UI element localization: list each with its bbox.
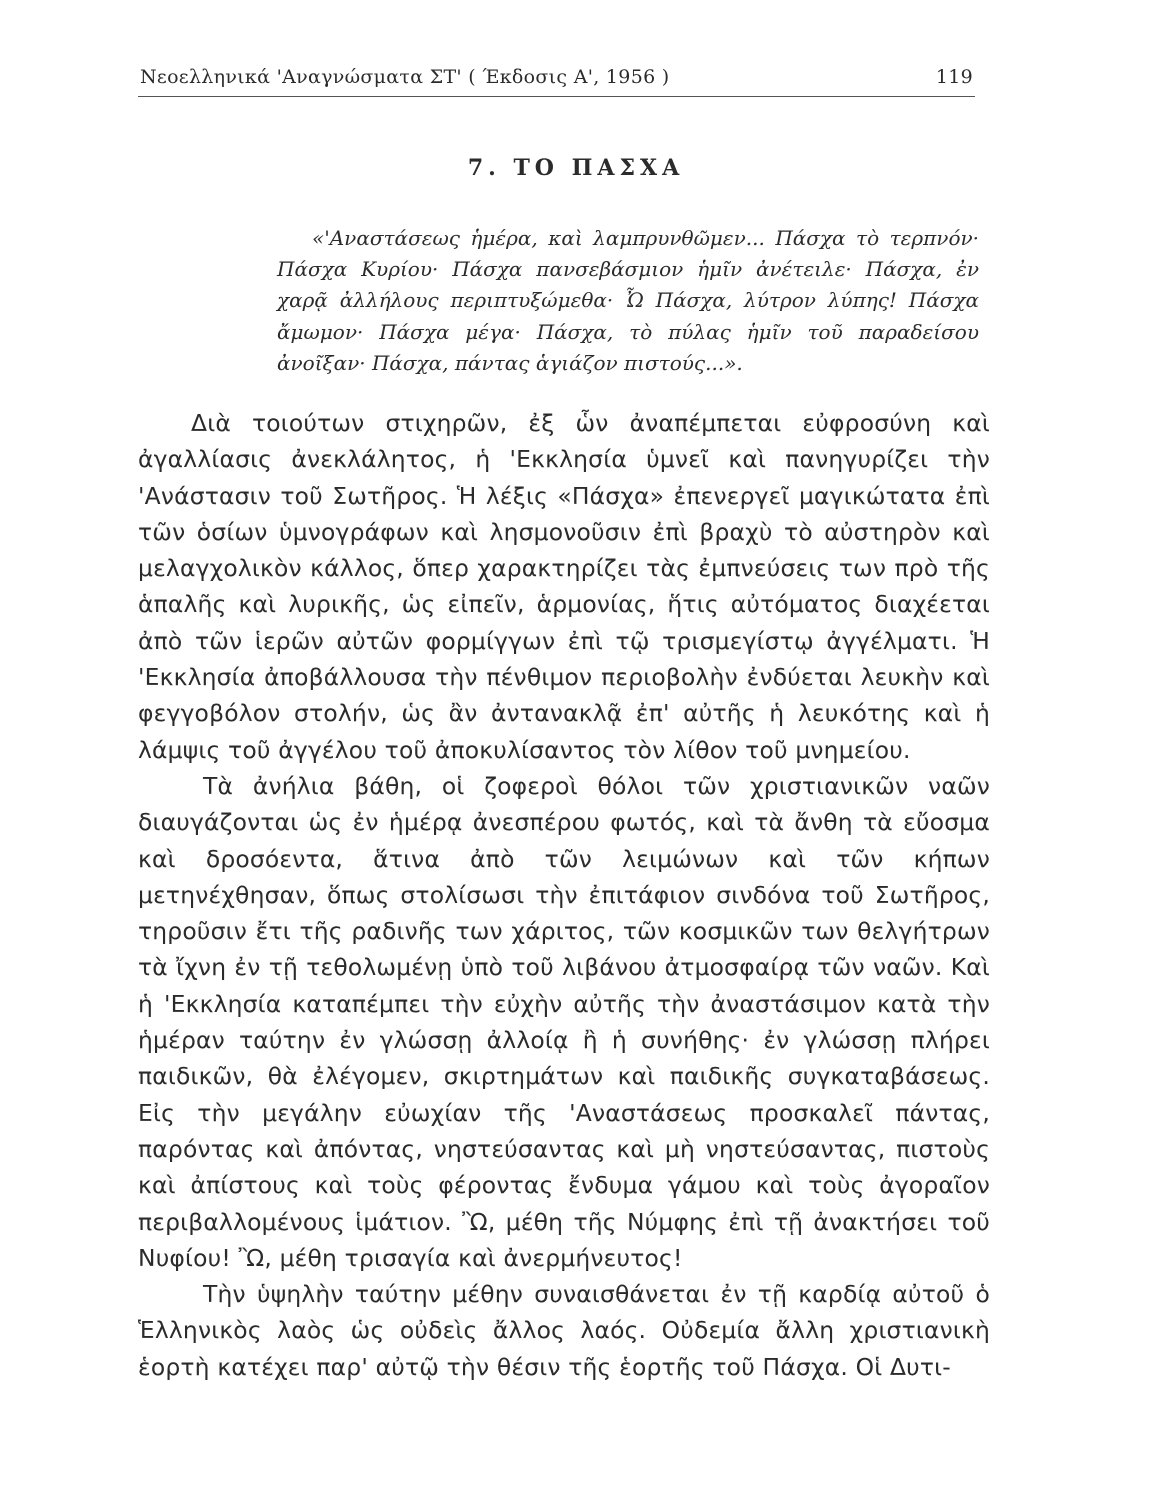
page-number: 119 bbox=[935, 66, 973, 88]
header-title: Νεοελληνικά 'Αναγνώσματα ΣΤ' ( Έκδοσις Α', 1956 ) bbox=[140, 66, 670, 88]
body-text bbox=[138, 405, 990, 1385]
paragraph-1: Διὰ τοιούτων στιχηρῶν, ἐξ ὧν ἀναπέμπεται εὐφροσύνη καὶ ἀγαλλίασις ἀνεκλάλητος, ἡ 'Εκκλησία ὑμνεῖ καὶ πανηγυρίζει τὴν 'Ανάστασιν τοῦ Σωτῆρος. Ἡ λέξις «Πάσχα» ἐπενεργεῖ μαγικώτατα ἐπὶ τῶν ὁσίων ὑμνογράφων καὶ λησμονοῦσιν ἐπὶ βραχὺ τὸ αὐστηρὸν καὶ μελαγχολικὸν κάλλος, ὅπερ χαρακτηρίζει τὰς ἐμπνεύσεις των πρὸ τῆς ἁπαλῆς καὶ λυρικῆς, ὡς εἰπεῖν, ἁρμονίας, ἥτις αὐτόματος διαχέεται ἀπὸ τῶν ἱερῶν αὐτῶν φορμίγγων ἐπὶ τῷ τρισμεγίστῳ ἀγγέλματι. Ἡ 'Εκκλησία ἀποβάλλουσα τὴν πένθιμον περιοβολὴν ἐνδύεται λευκὴν καὶ φεγγοβόλον στολήν, ὡς ἂν ἀντανακλᾷ ἐπ' αὐτῆς ἡ λευκότης καὶ ἡ λάμψις τοῦ ἀγγέλου τοῦ ἀποκυλίσαντος τὸν λίθον τοῦ μνημείου. bbox=[138, 409, 990, 764]
epigraph-text: «'Αναστάσεως ἡμέρα, καὶ λαμπρυνθῶμεν... Πάσχα τὸ τερπνόν· Πάσχα Κυρίου· Πάσχα πανσεβάσμιον ἡμῖν ἀνέτειλε· Πάσχα, ἐν χαρᾷ ἀλλήλους περιπτυξώμεθα· Ὦ Πάσχα, λύτρον λύπης! Πάσχα ἄμωμον· Πάσχα μέγα· Πάσχα, τὸ πύλας ἡμῖν τοῦ παραδείσου ἀνοῖξαν· Πάσχα, πάντας ἁγιάζον πιστούς...». bbox=[277, 226, 979, 375]
paragraph-2: Τὰ ἀνήλια βάθη, οἱ ζοφεροὶ θόλοι τῶν χριστιανικῶν ναῶν διαυγάζονται ὡς ἐν ἡμέρᾳ ἀνεσπέρου φωτός, καὶ τὰ ἄνθη τὰ εὔοσμα καὶ δροσόεντα, ἅτινα ἀπὸ τῶν λειμώνων καὶ τῶν κήπων μετηνέχθησαν, ὅπως στολίσωσι τὴν ἐπιτάφιον σινδόνα τοῦ Σωτῆρος, τηροῦσιν ἔτι τῆς ραδινῆς των χάριτος, τῶν κοσμικῶν των θελγήτρων τὰ ἴχνη ἐν τῇ τεθολωμένῃ ὑπὸ τοῦ λιβάνου ἀτμοσφαίρᾳ τῶν ναῶν. Καὶ ἡ 'Εκκλησία καταπέμπει τὴν εὐχὴν αὐτῆς τὴν ἀναστάσιμον κατὰ τὴν ἡμέραν ταύτην ἐν γλώσσῃ ἀλλοίᾳ ἢ ἡ συνήθης· ἐν γλώσσῃ πλήρει παιδικῶν, θὰ ἐλέγομεν, σκιρτημάτων καὶ παιδικῆς συγκαταβάσεως. Εἰς τὴν μεγάλην εὐωχίαν τῆς 'Αναστάσεως προσκαλεῖ πάντας, παρόντας καὶ ἀπόντας, νηστεύσαντας καὶ μὴ νηστεύσαντας, πιστοὺς καὶ ἀπίστους καὶ τοὺς φέροντας ἔνδυμα γάμου καὶ τοὺς ἀγοραῖον περιβαλλομένους ἱμάτιον. Ὢ, μέθη τῆς Νύμφης ἐπὶ τῇ ἀνακτήσει τοῦ Νυφίου! Ὢ, μέθη τρισαγία καὶ ἀνερμήνευτος! bbox=[138, 771, 990, 1272]
chapter-title: 7. ΤΟ ΠΑΣΧΑ bbox=[467, 155, 685, 181]
paragraph-3: Τὴν ὑψηλὴν ταύτην μέθην συναισθάνεται ἐν τῇ καρδίᾳ αὐτοῦ ὁ Ἑλληνικὸς λαὸς ὡς οὐδεὶς ἄλλος λαός. Οὐδεμία ἄλλη χριστιανικὴ ἑορτὴ κατέχει παρ' αὐτῷ τὴν θέσιν τῆς ἑορτῆς τοῦ Πάσχα. Οἱ Δυτι- bbox=[138, 1280, 990, 1381]
epigraph bbox=[277, 223, 979, 379]
running-header bbox=[138, 62, 975, 97]
